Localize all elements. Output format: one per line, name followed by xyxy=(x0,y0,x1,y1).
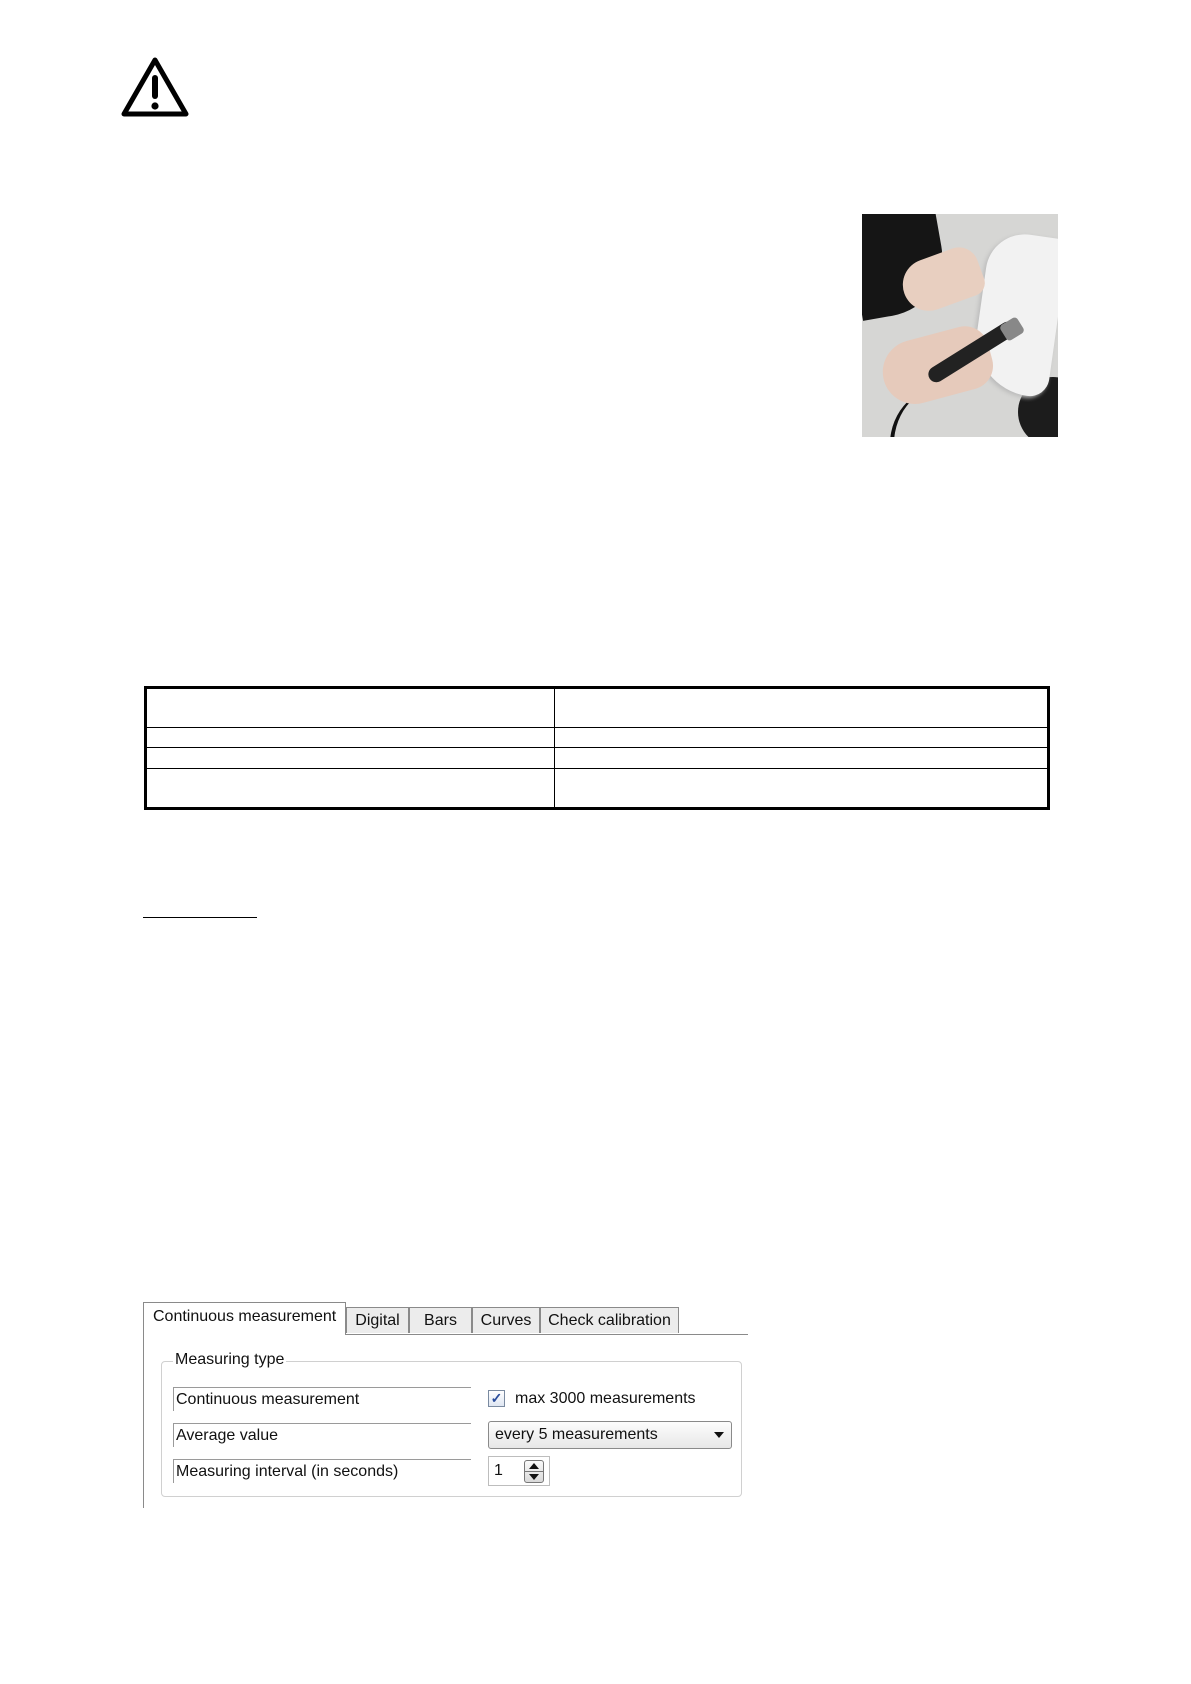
average-value-label: Average value xyxy=(173,1423,471,1447)
tab-strip xyxy=(143,1302,748,1334)
empty-table xyxy=(144,686,1050,810)
group-title: Measuring type xyxy=(175,1351,285,1368)
measuring-interval-label: Measuring interval (in seconds) xyxy=(173,1459,471,1483)
panel-edge xyxy=(143,1335,144,1508)
tab-digital[interactable]: Digital xyxy=(346,1307,409,1333)
table-cell xyxy=(146,688,555,728)
probe-photo xyxy=(862,214,1058,437)
max-measurements-label: max 3000 measurements xyxy=(515,1390,696,1407)
continuous-measurement-label: Continuous measurement xyxy=(173,1387,471,1411)
spin-up-icon[interactable] xyxy=(529,1463,539,1469)
spinner-value: 1 xyxy=(494,1462,503,1479)
table-cell xyxy=(146,748,555,768)
chevron-down-icon xyxy=(714,1432,724,1438)
average-value-select[interactable] xyxy=(488,1421,732,1449)
table-row xyxy=(146,768,1049,808)
tab-check-calibration[interactable]: Check calibration xyxy=(540,1307,679,1333)
heading-underline xyxy=(143,917,257,918)
table-row xyxy=(146,728,1049,748)
table-cell xyxy=(555,688,1049,728)
settings-panel xyxy=(143,1302,748,1508)
table-cell xyxy=(555,748,1049,768)
spin-down-icon[interactable] xyxy=(529,1474,539,1480)
tab-curves[interactable]: Curves xyxy=(472,1307,540,1333)
measuring-interval-spinner[interactable] xyxy=(488,1456,550,1486)
table-cell xyxy=(555,768,1049,808)
table-row xyxy=(146,688,1049,728)
table-row xyxy=(146,748,1049,768)
table-cell xyxy=(146,728,555,748)
table-cell xyxy=(555,728,1049,748)
tab-baseline xyxy=(346,1334,748,1335)
spinner-buttons[interactable] xyxy=(524,1460,544,1483)
warning-triangle-icon xyxy=(120,56,190,118)
table-cell xyxy=(146,768,555,808)
spinner-divider xyxy=(525,1471,543,1472)
tab-bars[interactable]: Bars xyxy=(409,1307,472,1333)
max-measurements-checkbox[interactable]: ✓ xyxy=(488,1390,505,1407)
tab-continuous-measurement[interactable]: Continuous measurement xyxy=(143,1302,346,1335)
average-value-selected: every 5 measurements xyxy=(495,1426,658,1443)
